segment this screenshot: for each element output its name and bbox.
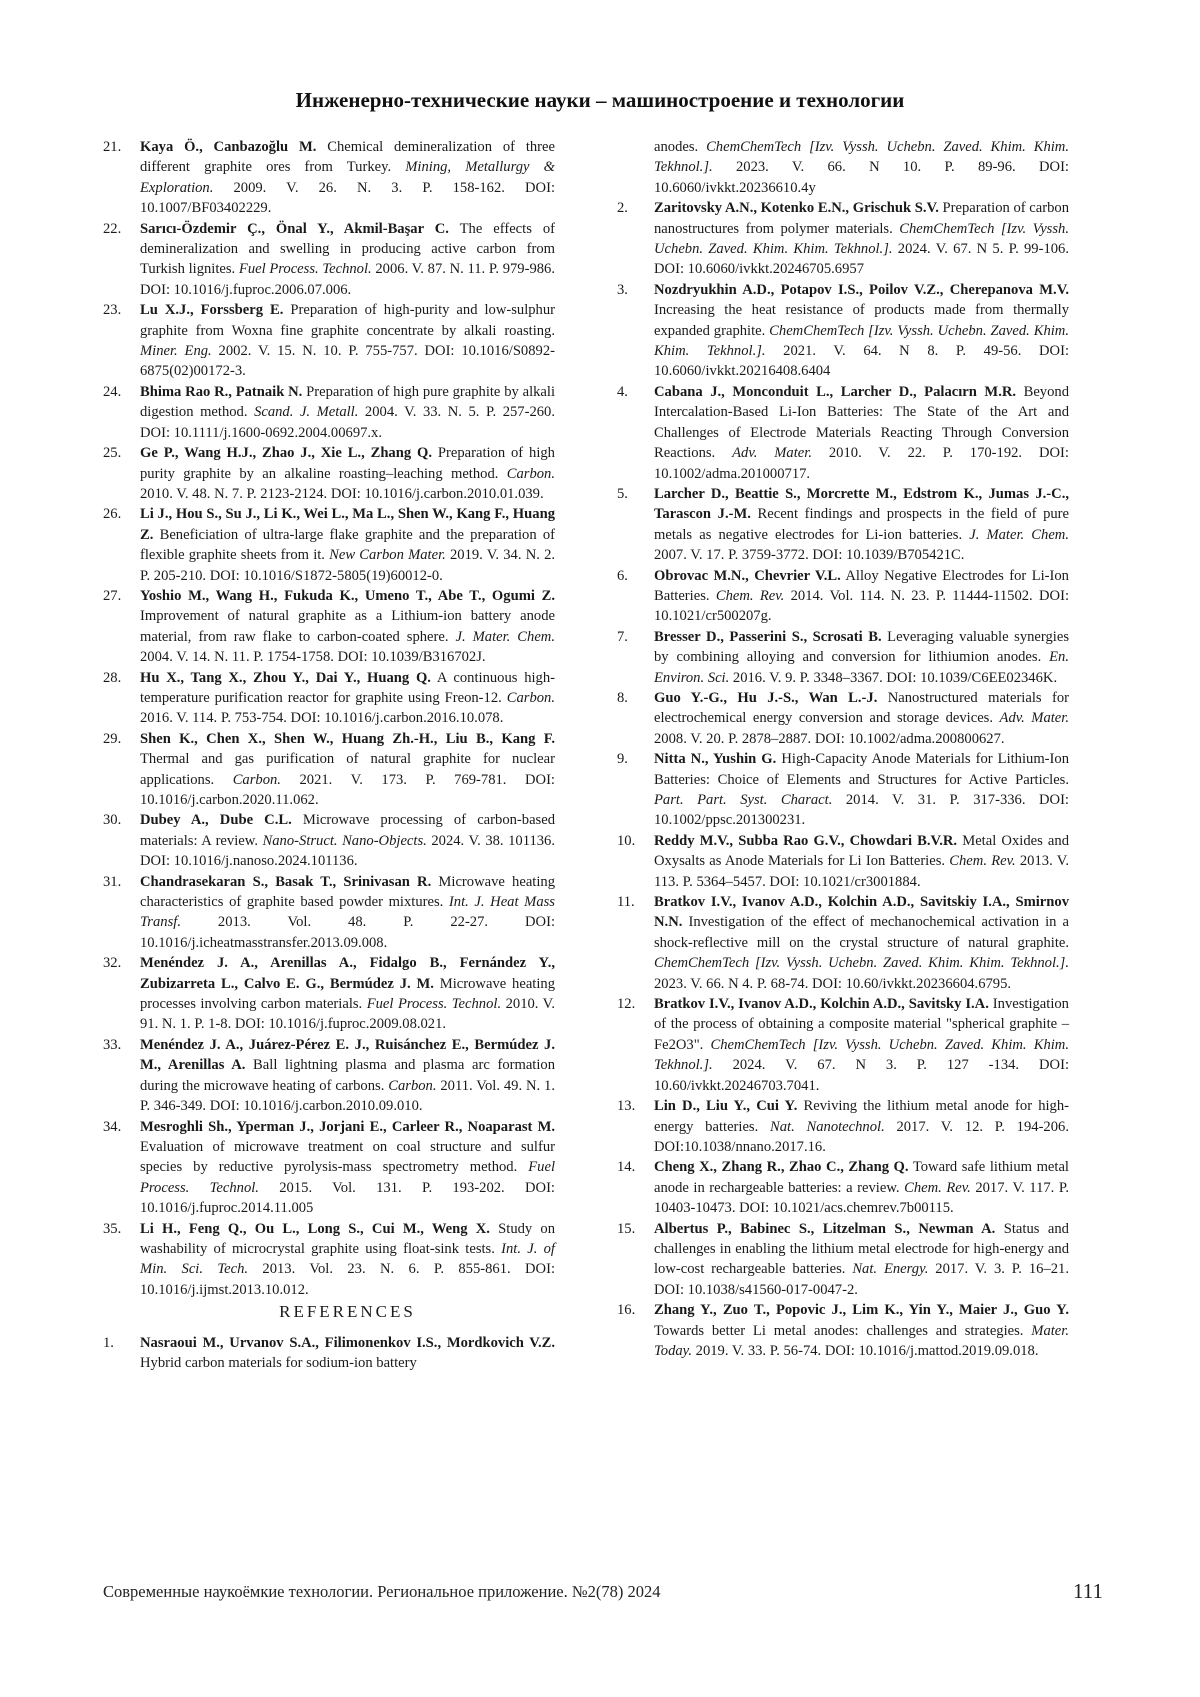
reference-number: 2. [617,200,628,217]
reference-title: Chemical demineralization of three different graphite ores from Turkey. [140,139,555,176]
reference-journal: En. Environ. Sci. [654,649,1069,686]
reference-number: 25. [103,445,122,462]
reference-journal: New Carbon Mater. [329,547,446,564]
reference-title: Investigation of the effect of mechanochemical activation in a shock-reflective mill on the crystal structure of natural graphite. [654,914,1069,951]
reference-authors: Mesroghli Sh., Yperman J., Jorjani E., Carleer R., Noaparast M. [140,1118,555,1135]
reference-number: 32. [103,955,122,972]
reference-journal: Nat. Nanotechnol. [770,1118,885,1135]
reference-authors: Sarıcı-Özdemir Ç., Önal Y., Akmil-Başar C. [140,220,449,237]
reference-title: Ball lightning plasma and plasma arc formation during the microwave heating of carbons. [140,1057,556,1094]
reference-title: Microwave heating characteristics of graphite based powder mixtures. [140,873,555,911]
reference-details: 2023. V. 66. N 4. P. 68-74. DOI: 10.60/ivkkt.20236604.6795. [654,975,1012,992]
reference-number: 27. [103,587,122,604]
reference-number: 1. [103,1334,114,1351]
page-number: 111 [1073,1579,1103,1603]
reference-details: 2010. V. 22. P. 170-192. DOI: 10.1002/adma.201000717. [654,445,1069,482]
reference-title: Metal Oxides and Oxysalts as Anode Materials for Li Ion Batteries. [654,832,1069,870]
reference-title: Thermal and gas purification of natural graphite for nuclear applications. [140,751,555,788]
reference-details: 2004. V. 33. N. 5. P. 257-260. DOI: 10.1111/j.1600-0692.2004.00697.x. [140,404,555,441]
reference-authors: Yoshio M., Wang H., Fukuda K., Umeno T., Abe T., Ogumi Z. [140,587,555,604]
reference-journal: Adv. Mater. [732,445,812,462]
reference-details: 2010. V. 48. N. 7. P. 2123-2124. DOI: 10.1016/j.carbon.2010.01.039. [140,485,544,502]
reference-item [103,443,555,504]
reference-details: 2017. V. 12. P. 194-206. DOI:10.1038/nnano.2017.16. [654,1118,1069,1155]
reference-item [617,749,1069,831]
reference-details: 2019. V. 33. P. 56-74. DOI: 10.1016/j.mattod.2019.09.018. [692,1342,1039,1359]
reference-item [617,892,1069,994]
reference-details: 2024. V. 67. N 3. P. 127 -134. DOI: 10.60/ivkkt.20246703.7041. [654,1057,1069,1094]
reference-authors: Bresser D., Passerini S., Scrosati B. [654,628,882,645]
reference-item [103,586,555,668]
reference-details: 2008. V. 20. P. 2878–2887. DOI: 10.1002/adma.200800627. [654,730,1005,747]
reference-title: A continuous high-temperature purification reactor for graphite using Freon-12. [140,669,555,706]
reference-title: Beyond Intercalation-Based Li-Ion Batteries: The State of the Art and Challenges of Electrode Materials Reacting Through Conversion Reactions. [654,383,1069,462]
reference-item [617,1157,1069,1218]
reference-item [617,566,1069,627]
reference-authors: Albertus P., Babinec S., Litzelman S., Newman A. [654,1220,996,1237]
reference-number: 35. [103,1220,122,1237]
reference-journal: Fuel Process. Technol. [140,1159,555,1196]
reference-title: Microwave heating processes involving carbon materials. [140,975,556,1013]
reference-authors: Bhima Rao R., Patnaik N. [140,383,303,400]
reference-authors: Menéndez J. A., Arenillas A., Fidalgo B., Fernández Y., Zubizarreta L., Calvo E. G., Bermúdez J. M. [140,955,555,992]
reference-journal: Miner. Eng. [140,343,212,360]
reference-authors: Zaritovsky A.N., Kotenko E.N., Grischuk S.V. [654,200,939,217]
reference-number: 4. [617,383,628,400]
reference-number: 26. [103,506,122,523]
reference-item [617,484,1069,566]
reference-journal: ChemChemTech [Izv. Vyssh. Uchebn. Zaved. Khim. Khim. Tekhnol.]. [654,1036,1069,1074]
reference-item [103,668,555,729]
reference-title: Increasing the heat resistance of products made from thermally expanded graphite. [654,302,1069,339]
reference-item [103,137,555,219]
reference-details: 2009. V. 26. N. 3. P. 158-162. DOI: 10.1007/BF03402229. [140,179,555,217]
reference-number: 24. [103,383,122,400]
reference-journal: Int. J. Heat Mass Transf. [140,894,555,931]
reference-title: Beneficiation of ultra-large flake graphite and the preparation of flexible graphite sheets from it. [140,526,555,564]
reference-title: Status and challenges in enabling the lithium metal electrode for high-energy and low-cost rechargeable batteries. [654,1220,1069,1278]
reference-item [617,688,1069,749]
reference-authors: Kaya Ö., Canbazoğlu M. [140,139,317,155]
reference-details: 2007. V. 17. P. 3759-3772. DOI: 10.1039/B705421C. [654,547,965,564]
reference-title: Preparation of high pure graphite by alkali digestion method. [140,383,556,421]
reference-item [617,382,1069,484]
reference-item [617,1300,1069,1361]
reference-number: 21. [103,139,122,155]
reference-item [103,219,555,301]
reference-title: Microwave processing of carbon-based materials: A review. [140,812,555,849]
reference-number: 22. [103,220,122,237]
reference-journal: ChemChemTech [Izv. Vyssh. Uchebn. Zaved. Khim. Khim. Tekhnol.]. [654,955,1069,972]
reference-number: 16. [617,1302,636,1319]
reference-item [103,504,555,586]
reference-number: 6. [617,567,628,584]
references-heading: REFERENCES [279,1302,416,1322]
reference-details: 2002. V. 15. N. 10. P. 755-757. DOI: 10.1016/S0892-6875(02)00172-3. [140,343,555,380]
reference-title: Alloy Negative Electrodes for Li-Ion Batteries. [654,567,1069,604]
reference-title: Preparation of high-purity and low-sulphur graphite from Woxna fine graphite concentrate by alkali roasting. [140,302,556,339]
reference-number: 23. [103,302,122,319]
reference-number: 14. [617,1159,636,1176]
reference-item [103,810,555,871]
reference-authors: Lin D., Liu Y., Cui Y. [654,1098,798,1115]
reference-authors: Bratkov I.V., Ivanov A.D., Kolchin A.D., Savitskiy I.A., Smirnov N.N. [654,894,1069,931]
reference-title: Reviving the lithium metal anode for high-energy batteries. [654,1098,1070,1135]
reference-item [617,280,1069,382]
reference-details: 2011. Vol. 49. N. 1. P. 346-349. DOI: 10.1016/j.carbon.2010.09.010. [140,1077,556,1115]
reference-number: 15. [617,1220,636,1237]
reference-item [103,1333,555,1374]
reference-journal: Nat. Energy. [852,1261,929,1278]
reference-details: 2010. V. 91. N. 1. P. 1-8. DOI: 10.1016/j.fuproc.2009.08.021. [140,996,555,1033]
reference-number: 7. [617,628,628,645]
reference-authors: Nasraoui M., Urvanov S.A., Filimonenkov I.S., Mordkovich V.Z. [140,1334,555,1351]
reference-item [617,994,1069,1096]
reference-authors: Shen K., Chen X., Shen W., Huang Zh.-H., Liu B., Kang F. [140,730,555,747]
reference-details: 2014. V. 31. P. 317-336. DOI: 10.1002/ppsc.201300231. [654,792,1069,829]
reference-item [617,831,1069,892]
reference-item [103,729,555,811]
reference-title: Study on washability of microcrystal graphite using float-sink tests. [140,1220,556,1257]
reference-number: 8. [617,689,628,706]
reference-authors: Chandrasekaran S., Basak T., Srinivasan R. [140,873,432,890]
reference-number: 30. [103,812,122,829]
reference-number: 10. [617,832,636,849]
reference-item [103,300,555,382]
reference-details: 2019. V. 34. N. 2. P. 205-210. DOI: 10.1016/S1872-5805(19)60012-0. [140,547,556,584]
reference-authors: Larcher D., Beattie S., Morcrette M., Edstrom K., Jumas J.-C., Tarascon J.-M. [654,485,1069,523]
reference-journal: Part. Part. Syst. Charact. [654,792,833,808]
reference-details: 2015. Vol. 131. P. 193-202. DOI: 10.1016/j.fuproc.2014.11.005 [140,1179,555,1217]
page-header: Инженерно-технические науки – машиностроение и технологии [295,88,905,112]
reference-authors: Ge P., Wang H.J., Zhao J., Xie L., Zhang Q. [140,445,433,462]
reference-authors: Obrovac M.N., Chevrier V.L. [654,567,841,584]
page-footer [103,1579,1103,1603]
reference-item [103,1035,555,1117]
reference-details: 2016. V. 114. P. 753-754. DOI: 10.1016/j.carbon.2016.10.078. [140,710,504,727]
footer-journal: Современные наукоёмкие технологии. Региональное приложение. №2(78) 2024 [103,1582,661,1601]
reference-item [103,1219,555,1301]
reference-title: Leveraging valuable synergies by combining alloying and conversion for lithiumion anodes. [654,628,1069,666]
reference-title: Hybrid carbon materials for sodium-ion battery [140,1354,417,1371]
reference-journal: ChemChemTech [Izv. Vyssh. Uchebn. Zaved. Khim. Khim. Tekhnol.]. [654,220,1069,258]
reference-journal: Carbon. [388,1077,437,1094]
reference-journal: ChemChemTech [Izv. Vyssh. Uchebn. Zaved. Khim. Khim. Tekhnol.]. [654,322,1069,360]
reference-details: 2024. V. 38. 101136. DOI: 10.1016/j.nanoso.2024.101136. [140,832,555,870]
reference-authors: Reddy M.V., Subba Rao G.V., Chowdari B.V.R. [654,832,958,849]
reference-item [103,953,555,1035]
reference-details: 2021. V. 64. N 8. P. 49-56. DOI: 10.6060/ivkkt.20216408.6404 [654,343,1069,380]
reference-details: 2013. Vol. 48. P. 22-27. DOI: 10.1016/j.icheatmasstransfer.2013.09.008. [140,914,555,951]
reference-number: 3. [617,281,628,298]
reference-item [617,1219,1069,1301]
reference-authors: Dubey A., Dube C.L. [140,812,292,829]
reference-title: Investigation of the process of obtaining a composite material "spherical graphite – Fe2O3". [654,996,1069,1053]
reference-details: 2017. V. 3. P. 16–21. DOI: 10.1038/s41560-017-0047-2. [654,1261,1069,1298]
reference-details: 2006. V. 87. N. 11. P. 979-986. DOI: 10.1016/j.fuproc.2006.07.006. [140,261,555,298]
reference-journal: Carbon. [506,465,555,482]
reference-details: 2016. V. 9. P. 3348–3367. DOI: 10.1039/C6EE02346K. [729,669,1058,686]
reference-details: 2013. Vol. 23. N. 6. P. 855-861. DOI: 10.1016/j.ijmst.2013.10.012. [140,1261,555,1298]
reference-authors: Menéndez J. A., Juárez-Pérez E. J., Ruisánchez E., Bermúdez J. M., Arenillas A. [140,1036,555,1074]
reference-journal: Adv. Mater. [999,710,1069,727]
reference-journal: Nano-Struct. Nano-Objects. [262,832,427,849]
reference-authors: Lu X.J., Forssberg E. [140,302,284,319]
reference-journal: Mater. Today. [654,1322,1069,1359]
reference-journal: J. Mater. Chem. [969,526,1069,543]
reference-title: Toward safe lithium metal anode in rechargeable batteries: a review. [654,1159,1069,1196]
reference-authors: Hu X., Tang X., Zhou Y., Dai Y., Huang Q. [140,669,431,686]
reference-number: 13. [617,1098,636,1115]
reference-journal: Carbon. [232,771,281,788]
reference-details: 2021. V. 173. P. 769-781. DOI: 10.1016/j.carbon.2020.11.062. [140,771,555,808]
reference-item [617,198,1069,280]
reference-item [617,1096,1069,1157]
reference-title: Preparation of high purity graphite by an alkaline roasting–leaching method. [140,445,555,482]
reference-authors: Guo Y.-G., Hu J.-S., Wan L.-J. [654,689,878,706]
reference-journal: ChemChemTech [Izv. Vyssh. Uchebn. Zaved. Khim. Khim. Tekhnol.]. [654,139,1069,176]
reference-details: 2024. V. 67. N 5. P. 99-106. DOI: 10.6060/ivkkt.20246705.6957 [654,241,1069,278]
reference-authors: Nitta N., Yushin G. [654,751,777,768]
reference-authors: Bratkov I.V., Ivanov A.D., Kolchin A.D., Savitsky I.A. [654,996,989,1013]
reference-item [103,1117,555,1219]
reference-authors: Nozdryukhin A.D., Potapov I.S., Poilov V.Z., Cherepanova M.V. [654,281,1069,298]
reference-number: 11. [617,894,635,911]
reference-title: Recent findings and prospects in the field of pure metals as negative electrodes for Li-ion batteries. [654,506,1069,543]
reference-journal: Carbon. [506,689,555,706]
reference-number: 31. [103,873,122,890]
reference-authors: Cheng X., Zhang R., Zhao C., Zhang Q. [654,1159,909,1176]
reference-details: 2013. V. 113. P. 5364–5457. DOI: 10.1021/cr3001884. [654,853,1070,890]
reference-journal: Chem. Rev. [904,1179,971,1196]
reference-details: 2004. V. 14. N. 11. P. 1754-1758. DOI: 10.1039/B316702J. [140,649,486,666]
reference-item [617,627,1069,688]
reference-list-right [617,198,1069,1361]
reference-title: Improvement of natural graphite as a Lithium-ion battery anode material, from raw flake to carbon-coated sphere. [140,608,555,645]
right-column [617,137,1069,1361]
reference-number: 5. [617,485,628,502]
reference-journal: Chem. Rev. [949,853,1016,870]
reference-number: 33. [103,1036,122,1053]
reference-authors: Zhang Y., Zuo T., Popovic J., Lim K., Yin Y., Maier J., Guo Y. [654,1302,1069,1319]
reference-item [103,872,555,954]
reference-number: 12. [617,996,636,1013]
reference-title: Nanostructured materials for electrochemical energy conversion and storage devices. [654,689,1069,727]
reference-journal: Fuel Process. Technol. [366,996,502,1013]
reference-title: anodes. [654,139,707,155]
reference-title: Preparation of carbon nanostructures from polymer materials. [654,200,1070,237]
reference-journal: Fuel Process. Technol. [238,261,372,278]
reference-authors: Cabana J., Monconduit L., Larcher D., Palacırn M.R. [654,383,1017,400]
reference-continuation [617,137,1069,198]
reference-journal: Scand. J. Metall. [254,404,359,421]
reference-journal: Int. J. of Min. Sci. Tech. [140,1240,555,1278]
left-column [103,137,555,1373]
reference-authors: Li J., Hou S., Su J., Li K., Wei L., Ma L., Shen W., Kang F., Huang Z. [140,506,555,543]
reference-title: The effects of demineralization and swelling in producing active carbon from Turkish lignites. [140,220,555,278]
reference-number: 9. [617,751,628,768]
reference-title: Towards better Li metal anodes: challenges and strategies. [654,1322,1032,1339]
reference-title: Evaluation of microwave treatment on coal structure and sulfur species by reductive pyrolysis-mass spectrometry method. [140,1138,555,1176]
reference-item [103,382,555,443]
reference-details: 2023. V. 66. N 10. P. 89-96. DOI: 10.6060/ivkkt.20236610.4y [654,159,1069,196]
reference-journal: J. Mater. Chem. [455,628,555,645]
reference-list-left [103,137,555,1300]
reference-number: 28. [103,669,122,686]
reference-number: 29. [103,730,122,747]
reference-authors: Li H., Feng Q., Ou L., Long S., Cui M., Weng X. [140,1220,490,1237]
reference-number: 34. [103,1118,122,1135]
reference-details: 2014. Vol. 114. N. 23. P. 11444-11502. DOI: 10.1021/cr500207g. [654,587,1069,625]
reference-title: High-Capacity Anode Materials for Lithium-Ion Batteries: Choice of Elements and Structures for Active Particles. [654,751,1069,788]
reference-details: 2017. V. 117. P. 10403-10473. DOI: 10.1021/acs.chemrev.7b00115. [654,1179,1069,1217]
reference-journal: Chem. Rev. [715,587,785,604]
reference-journal: Mining, Metallurgy & Exploration. [140,159,555,196]
